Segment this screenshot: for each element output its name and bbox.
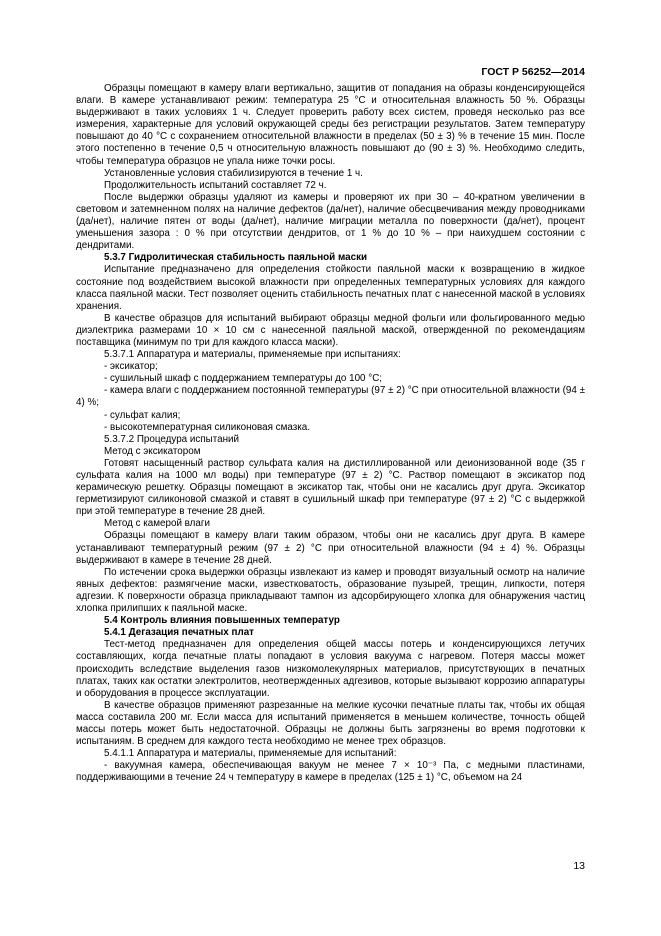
paragraph: Образцы помещают в камеру влаги таким образом, чтобы они не касались друг друга. В камере устанавливают температурный режим (97 ± 2) °С при относительной влажности (94 ± 4) %. Образцы выдерживают в камере в течение 28 дней. bbox=[76, 530, 585, 566]
method-label: Метод с камерой влаги bbox=[104, 518, 210, 530]
paragraph: В качестве образцов для испытаний выбирают образцы медной фольги или фольгированного медью диэлектрика размерами 10 × 10 см с нанесенной паяльной маской, отвержденной по рекомендациям поставщика (минимум по три для каждого класса маски). bbox=[76, 312, 585, 348]
paragraph: 5.3.7.1 Аппаратура и материалы, применяемые при испытаниях: bbox=[104, 349, 401, 361]
section-heading: 5.4.1 Дегазация печатных плат bbox=[104, 627, 254, 639]
list-item: - вакуумная камера, обеспечивающая вакуум не менее 7 × 10⁻³ Па, с медными пластинами, поддерживающими в течение 24 ч температуру в камере в пределах (125 ± 1) °С, объемом на 24 bbox=[76, 760, 585, 784]
subsection-heading: 5.4.1.1 Аппаратура и материалы, применяемые для испытаний: bbox=[104, 748, 397, 760]
paragraph: Готовят насыщенный раствор сульфата калия на дистиллированной или деионизованной воде (35 г сульфата калия на 1000 мл воды) при температуре (97 ± 2) °С. Раствор помещают в эксикатор под керамическую решетку. Образцы помещают в эксикатор так, чтобы они не касались друг друга. Эксикатор герметизируют силиконовой смазкой и ставят в сушильный шкаф при температуре (97 ± 2) °С с выдержкой при этой температуре в течение 28 дней. bbox=[76, 457, 585, 518]
subsection-heading: 5.3.7.2 Процедура испытаний bbox=[104, 433, 240, 445]
paragraph: Тест-метод предназначен для определения общей массы потерь и конденсирующихся летучих составляющих, когда печатные платы попадают в условия вакуума с нагревом. Потеря массы может происходить вследствие выделения газов низкомолекулярных материалов, присутствующих в печатных платах, таких как остатки электролитов, неотвержденных адгезивов, которые вызывают коррозию аппаратуры и оборудования в процессе эксплуатации. bbox=[76, 639, 585, 699]
paragraph: Образцы помещают в камеру влаги вертикально, защитив от попадания на образы конденсирующейся влаги. В камере устанавливают режим: температура 25 °С и относительная влажность 50 %. Образцы выдерживают в таких условиях 1 ч. Следует проверить работу всех систем, проведя несколько раз все измерения, характерные для условий окружающей среды без регистрации результатов. Затем температуру повышают до 40 °С с сохранением относительной влажности в пределах (50 ± 3) % в течение 15 мин. После этого постепенно в течение 0,5 ч относительную влажность повышают до (90 ± 3) %. Необходимо следить, чтобы температура образцов не упала ниже точки росы. bbox=[76, 83, 585, 167]
document-body bbox=[76, 83, 585, 784]
section-heading: 5.3.7 Гидролитическая стабильность паяльной маски bbox=[104, 252, 368, 264]
list-item: - высокотемпературная силиконовая смазка. bbox=[104, 421, 310, 433]
section-heading: 5.4 Контроль влияния повышенных температур bbox=[104, 615, 340, 627]
paragraph: Испытание предназначено для определения стойкости паяльной маски к возвращению в жидкое состояние под воздействием высокой влажности при определенных температурных условиях для каждого класса паяльной маски. Тест позволяет оценить стабильность печатных плат с нанесенной маской в условиях хранения. bbox=[76, 264, 585, 312]
list-item: - камера влаги с поддержанием постоянной температуры (97 ± 2) °С при относительной влажности (94 ± 4) %; bbox=[76, 385, 585, 409]
paragraph: После выдержки образцы удаляют из камеры и проверяют их при 30 – 40-кратном увеличении в световом и затемненном полях на наличие дефектов (да/нет), наличие обесцвечивания между проводниками (да/нет), наличие пятен от воды (да/нет), наличие миграции металла по поверхности (да/нет), процент уменьшения зазора : 0 % при отсутствии дендритов, от 1 % до 10 % – при наихудшем состоянии с дендритами. bbox=[76, 191, 585, 252]
method-label: Метод с эксикатором bbox=[104, 445, 201, 457]
paragraph: По истечении срока выдержки образцы извлекают из камер и проводят визуальный осмотр на наличие явных дефектов: размягчение маски, известковатость, образование пузырей, трещин, липкости, потеря адгезии. К поверхности образца прикладывают тампон из адсорбирующего хлопка для обнаружения частиц хлопка прилипших к паяльной маске. bbox=[76, 566, 585, 615]
page-number: 13 bbox=[573, 860, 585, 872]
list-item: - сушильный шкаф с поддержанием температуры до 100 °С; bbox=[104, 373, 383, 385]
standard-header: ГОСТ Р 56252—2014 bbox=[481, 66, 585, 78]
list-item: - эксикатор; bbox=[104, 361, 158, 373]
paragraph: Продолжительность испытаний составляет 72 ч. bbox=[104, 179, 327, 191]
list-item: - сульфат калия; bbox=[104, 409, 181, 421]
paragraph: Установленные условия стабилизируются в течение 1 ч. bbox=[104, 167, 363, 179]
paragraph: В качестве образцов применяют разрезанные на мелкие кусочки печатные платы так, чтобы их общая масса составила 200 мг. Если масса для испытаний применяется в меньшем количестве, точность общей массы потерь может быть недостаточной. Образцы не должны быть загрязнены во время подготовки к испытаниям. В среднем для каждого теста необходимо не менее трех образцов. bbox=[76, 699, 585, 748]
